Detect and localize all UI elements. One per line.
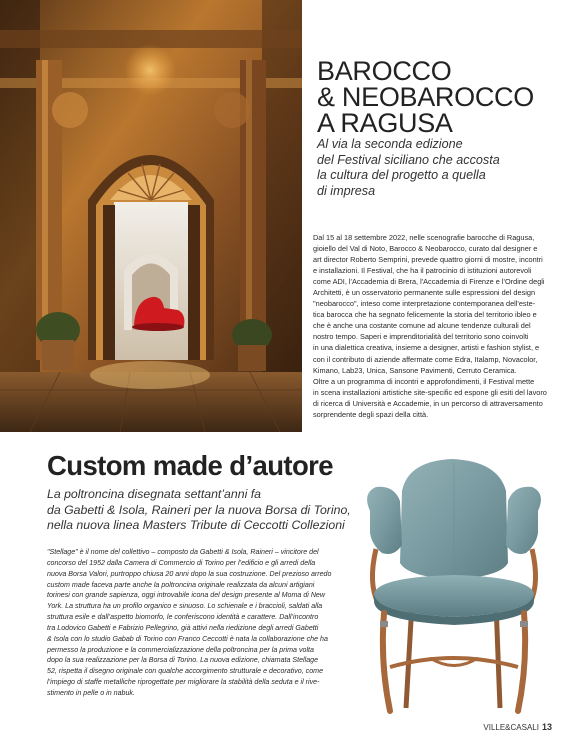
article1-body-line: come ADI, l'Accademia di Brera, l'Accademia di Firenze e l'Ordine degli <box>313 277 545 287</box>
stellage-armchair-photo <box>350 453 555 715</box>
article1-title-line: & NEOBAROCCO <box>317 82 534 112</box>
article2-body-line: dopo la sua realizzazione per la Borsa di Torino. La nuova edizione, chiamata Stellage <box>47 656 319 665</box>
article2-title: Custom made d’autore <box>47 450 333 481</box>
article1-body-line: art director Roberto Semprini, prevede quattro giorni di mostre, incontri <box>313 255 543 265</box>
article1-subtitle-line: Al via la seconda edizione <box>317 137 463 151</box>
article1-title <box>317 58 567 136</box>
article1-body-line: con il contributo di aziende affermate come Edra, Italamp, Novacolor, <box>313 354 538 364</box>
article1-body-line: Dal 15 al 18 settembre 2022, nelle scenografie barocche di Ragusa, <box>313 233 535 242</box>
article2-subtitle-line: La poltroncina disegnata settant’anni fa <box>47 487 261 501</box>
article2-body-line: nuova Borsa Valori, purtroppo chiusa 20 anni dopo la sua costruzione. Del prezioso arredo <box>47 569 332 578</box>
article2-subtitle-line: nella nuova linea Masters Tribute di Ceccotti Collezioni <box>47 518 345 533</box>
page-footer <box>483 722 552 732</box>
article1-subtitle-line: di impresa <box>317 183 376 198</box>
article2-body-line: & Isola con lo studio Gabab di Torino con Franco Ceccotti è nata la collaborazione che ha <box>47 634 328 643</box>
article1-body-line: gioiello del Val di Noto, Barocco & Neobarocco, curato dal designer e <box>313 244 538 254</box>
article1-body-line: che è anche una costante comune ad alcune tendenze culturali del <box>313 321 531 331</box>
article2-subtitle <box>47 487 367 534</box>
article2-subtitle-line: da Gabetti & Isola, Raineri per la nuova Borsa di Torino, <box>47 502 351 517</box>
article1-subtitle-line: la cultura del progetto a quella <box>317 168 486 183</box>
article2-body-line: custom made faceva parte anche la poltroncina originale realizzata da alcuni artigiani <box>47 580 315 589</box>
article1-body-line: "neobarocco", inteso come interpretazione contemporanea dell'este- <box>313 299 536 309</box>
article2-body <box>47 547 352 699</box>
article1-body-line: in scena installazioni artistiche site-specific ed espone gli esiti del lavoro <box>313 387 547 397</box>
article2-body-line: l’impiego di staffe metalliche riprogettate per migliorare la stabilità della seduta e il rive- <box>47 678 320 687</box>
article1-body-line: sorprendente degli spazi della città. <box>313 409 429 419</box>
article2-body-line: permesso la produzione e la commercializzazione della poltroncina per la prima volta <box>47 645 314 654</box>
page-number: 13 <box>541 722 552 732</box>
article1-body-line: in una dialettica creativa, insieme a designer, artisti e fashion stylist, e <box>313 343 540 353</box>
article1-body <box>313 232 568 420</box>
article1-subtitle <box>317 137 567 199</box>
article1-body-line: tica barocca che ha segnato felicemente la storia del territorio ibleo e <box>313 310 537 320</box>
baroque-doorway-photo <box>0 0 302 432</box>
article1-body-line: Kimano, Lab23, Unica, Sansone Pavimenti, Cerruto Ceramica. <box>313 365 517 375</box>
article2-body-line: stimento in pelle o in nabuk. <box>47 688 135 697</box>
magazine-name: VILLE&CASALI <box>483 723 539 732</box>
article1-body-line: Architetti, è un osservatorio permanente sulle espressioni del design <box>313 288 536 298</box>
article1-subtitle-line: del Festival siciliano che accosta <box>317 152 500 167</box>
article2-body-line: York. La struttura ha un profilo organico e sinuoso. Lo schienale e i braccioli, saldati alla <box>47 602 323 611</box>
article2-body-line: 52, rispetta il disegno originale con qualche accorgimento strutturale e decorativo, come <box>47 667 324 676</box>
article2-body-line: tra Lodovico Gabetti e Fabrizio Pellegrino, già attivi nella riedizione degli arredi Gabetti <box>47 623 319 632</box>
article1-body-line: nostro tempo. Saperi e imprenditorialità del territorio sono coinvolti <box>313 332 529 342</box>
article1-title-line: A RAGUSA <box>317 108 453 138</box>
article2-body-line: concorso del 1952 dalla Camera di Commercio di Torino per l’edificio e gli arredi della <box>47 558 316 567</box>
article2-body-line: torinesi con grande sapienza, oggi introvabile icona del design presente al Moma di New <box>47 591 326 600</box>
article1-body-line: e installazioni. Il Festival, che ha il patrocinio di istituzioni autorevoli <box>313 266 532 276</box>
article1-body-line: Oltre a un programma di incontri e approfondimenti, il Festival mette <box>313 376 535 386</box>
article2-body-line: struttura esile e dall’aspetto biomorfo, le conferiscono identità e carattere. Dall’incontro <box>47 613 319 622</box>
article1-body-line: di ricerca di Università e Accademie, in un percorso di attraversamento <box>313 398 543 408</box>
article1-title-line: BAROCCO <box>317 56 452 86</box>
article2-body-line: "Stellage" è il nome del collettivo – composto da Gabetti & Isola, Raineri – vincitore del <box>47 548 319 556</box>
